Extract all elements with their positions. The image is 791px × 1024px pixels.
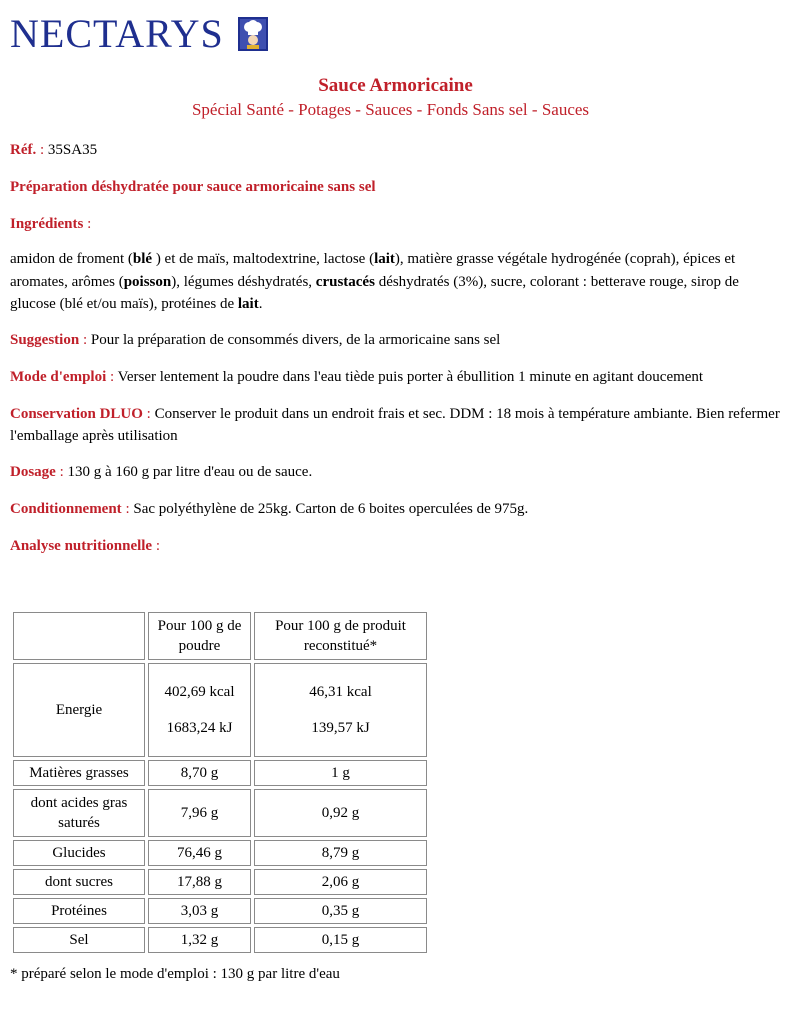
ingredients-text	[10, 248, 770, 316]
table-header-row	[13, 612, 427, 660]
powder-value: 7,96 g	[148, 789, 251, 837]
conditionnement-text: Sac polyéthylène de 25kg. Carton de 6 boites operculées de 975g.	[133, 501, 529, 517]
suggestion-line	[10, 329, 780, 351]
mode-emploi-line	[10, 366, 780, 388]
brand-name: NECTARYS	[10, 11, 224, 56]
suggestion-label: Suggestion	[10, 332, 80, 348]
brand-logo	[10, 11, 268, 56]
reconstituted-value: 2,06 g	[254, 869, 427, 895]
ref-label: Réf.	[10, 142, 37, 158]
nutrient-label: dont acides gras saturés	[13, 789, 145, 837]
ingredients-part: amidon de froment (	[10, 251, 133, 267]
ref-sep: :	[36, 142, 48, 158]
analyse-label: Analyse nutritionnelle	[10, 538, 153, 554]
conditionnement-label: Conditionnement	[10, 501, 122, 517]
powder-value: 8,70 g	[148, 760, 251, 786]
energy-reconstituted-cell	[254, 663, 427, 757]
nutrient-label: Sel	[13, 927, 145, 953]
mode-emploi-sep: :	[106, 369, 118, 385]
ingredients-heading	[10, 213, 780, 235]
ingredients-part: ), matière grasse végétale hydrogénée (coprah), épices et aromates, arômes (	[10, 251, 736, 290]
dosage-line	[10, 461, 780, 483]
conditionnement-sep: :	[121, 501, 134, 517]
energy-powder-kj: 1683,24 kJ	[166, 720, 233, 736]
energy-powder-kcal: 402,69 kcal	[164, 684, 235, 700]
allergen: lait	[237, 296, 259, 312]
energy-powder-cell	[148, 663, 251, 757]
allergen: poisson	[123, 273, 172, 290]
ingredients-part: déshydratés (3%), sucre, colorant : betterave rouge, sirop de glucose (blé et/ou maïs), protéines de	[10, 273, 739, 312]
reconstituted-value: 0,92 g	[254, 789, 427, 837]
allergen: blé	[132, 251, 153, 267]
table-row	[13, 927, 427, 953]
reconstituted-value: 0,35 g	[254, 898, 427, 924]
powder-value: 76,46 g	[148, 840, 251, 866]
reconstituted-value: 8,79 g	[254, 840, 427, 866]
ingredients-sep: :	[83, 216, 92, 232]
ingredients-label: Ingrédients	[10, 216, 84, 232]
ref-line	[10, 139, 780, 161]
nutrient-label: Protéines	[13, 898, 145, 924]
table-row	[13, 898, 427, 924]
ingredients-part: ), légumes déshydratés,	[171, 273, 316, 290]
mode-emploi-label: Mode d'emploi	[10, 369, 107, 385]
ingredients-part: .	[258, 296, 263, 312]
reconstituted-value: 0,15 g	[254, 927, 427, 953]
dosage-label: Dosage	[10, 464, 56, 480]
dosage-text: 130 g à 160 g par litre d'eau ou de sauce.	[67, 464, 313, 480]
page-subtitle: Spécial Santé - Potages - Sauces - Fonds Sans sel - Sauces	[191, 100, 590, 119]
conservation-sep: :	[142, 406, 155, 422]
nutrient-label: Matières grasses	[13, 760, 145, 786]
mode-emploi-text: Verser lentement la poudre dans l'eau tiède puis porter à ébullition 1 minute en agitant doucement	[117, 369, 704, 385]
product-description: Préparation déshydratée pour sauce armoricaine sans sel	[10, 179, 376, 195]
analyse-sep: :	[152, 538, 161, 554]
energy-row	[13, 663, 427, 757]
suggestion-sep: :	[79, 332, 91, 348]
page-title: Sauce Armoricaine	[318, 75, 473, 96]
allergen: crustacés	[315, 273, 375, 290]
table-header-cell: Pour 100 g de poudre	[148, 612, 251, 660]
powder-value: 17,88 g	[148, 869, 251, 895]
table-row	[13, 840, 427, 866]
conservation-text: Conserver le produit dans un endroit frais et sec. DDM : 18 mois à température ambiante. Bien refermer l'emballage après utilisation	[10, 406, 780, 444]
footnote: * préparé selon le mode d'emploi : 130 g par litre d'eau	[10, 966, 340, 982]
table-row	[13, 869, 427, 895]
conservation-line	[10, 403, 780, 447]
nutrient-label: Glucides	[13, 840, 145, 866]
reconstituted-value: 1 g	[254, 760, 427, 786]
nutrition-table	[10, 609, 430, 956]
ingredients-part: ) et de maïs, maltodextrine, lactose (	[152, 251, 375, 267]
nutrient-label: dont sucres	[13, 869, 145, 895]
allergen: lait	[374, 251, 395, 267]
ref-value: 35SA35	[47, 142, 98, 158]
analyse-heading	[10, 535, 780, 557]
table-header-cell	[13, 612, 145, 660]
energy-reconstituted-kcal: 46,31 kcal	[309, 684, 372, 700]
powder-value: 3,03 g	[148, 898, 251, 924]
suggestion-text: Pour la préparation de consommés divers, de la armoricaine sans sel	[90, 332, 501, 348]
table-row	[13, 789, 427, 837]
conditionnement-line	[10, 498, 780, 520]
table-row	[13, 760, 427, 786]
energy-label: Energie	[13, 663, 145, 757]
conservation-label: Conservation DLUO	[10, 406, 143, 422]
energy-reconstituted-kj: 139,57 kJ	[311, 720, 370, 736]
chef-hat-icon	[238, 17, 268, 51]
powder-value: 1,32 g	[148, 927, 251, 953]
dosage-sep: :	[55, 464, 68, 480]
table-header-cell: Pour 100 g de produit reconstitué*	[254, 612, 427, 660]
